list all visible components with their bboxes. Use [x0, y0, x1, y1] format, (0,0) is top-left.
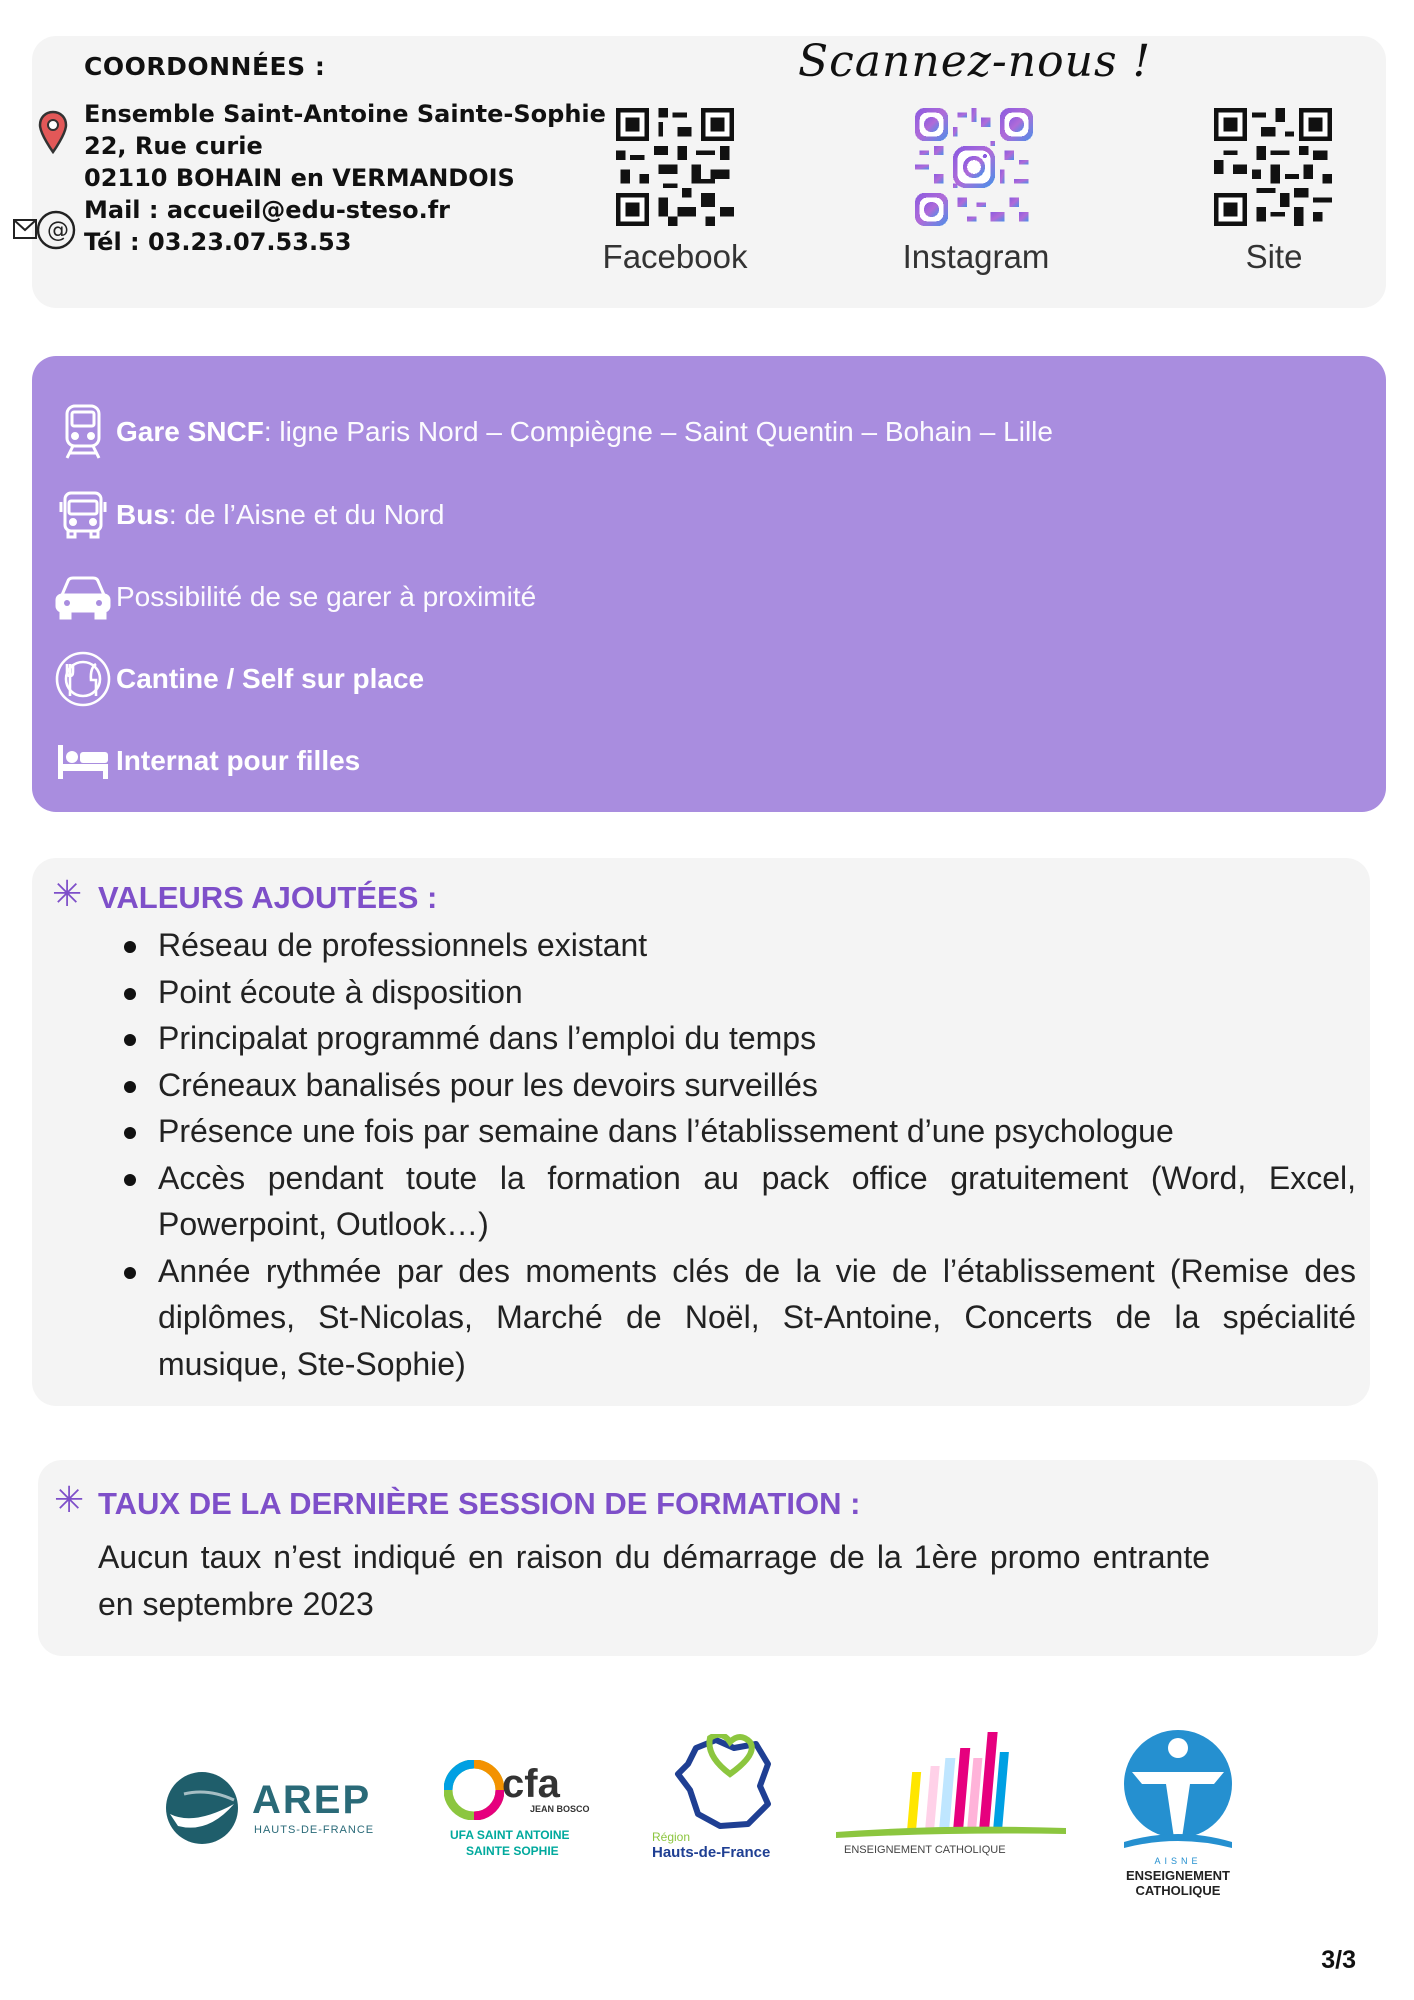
instagram-qr-code[interactable] — [915, 108, 1033, 226]
aisne-logo — [1110, 1728, 1246, 1904]
enseignement-catholique-logo — [836, 1728, 1066, 1868]
contact-address — [84, 98, 606, 258]
train-icon — [52, 401, 114, 463]
asterisk-icon: ✳ — [54, 1480, 85, 1521]
arep-sub: HAUTS-DE-FRANCE — [254, 1824, 375, 1836]
instagram-label[interactable]: Instagram — [902, 238, 1050, 275]
info-item-bus — [60, 484, 444, 546]
info-item-train-bold: Gare SNCF — [116, 416, 264, 447]
arep-logo — [164, 1770, 394, 1850]
values-list — [126, 922, 1356, 1387]
contact-street: 22, Rue curie — [84, 132, 263, 160]
info-item-train-text: : ligne Paris Nord – Compiègne – Saint Quentin – Bohain – Lille — [263, 416, 1053, 447]
cutlery-icon — [52, 648, 114, 710]
facebook-qr-code[interactable] — [616, 108, 734, 226]
svg-text:@: @ — [47, 218, 69, 243]
info-item-parking-text: Possibilité de se garer à proximité — [116, 581, 537, 612]
contact-school-name: Ensemble Saint-Antoine Sainte-Sophie — [84, 100, 606, 128]
location-pin-icon — [38, 110, 68, 154]
list-item: Point écoute à disposition — [126, 969, 1356, 1016]
list-item: Principalat programmé dans l’emploi du temps — [126, 1015, 1356, 1062]
list-item: Présence une fois par semaine dans l’établissement d’une psychologue — [126, 1108, 1356, 1155]
contact-phone[interactable]: Tél : 03.23.07.53.53 — [84, 228, 352, 256]
list-item: Accès pendant toute la formation au pack office gratuitement (Word, Excel, Powerpoint, Outlook…) — [126, 1155, 1356, 1248]
cfa-line1: UFA SAINT ANTOINE — [450, 1828, 570, 1842]
rate-text: Aucun taux n’est indiqué en raison du démarrage de la 1ère promo entrante en septembre 2023 — [98, 1539, 1210, 1622]
info-item-train — [60, 401, 1053, 463]
info-item-canteen-bold: Cantine / Self sur place — [116, 663, 425, 694]
aisne-line1: ENSEIGNEMENT — [1125, 1868, 1230, 1883]
info-item-canteen — [60, 648, 424, 710]
info-item-boarding — [60, 730, 360, 792]
page-number: 3/3 — [1321, 1946, 1356, 1974]
region-logo — [650, 1734, 790, 1864]
info-item-bus-bold: Bus — [116, 499, 169, 530]
aisne-top: AISNE — [1154, 1856, 1202, 1866]
email-at-icon — [12, 206, 78, 256]
scan-title: Scannez-nous ! — [798, 36, 1152, 87]
facebook-label[interactable]: Facebook — [602, 238, 748, 275]
cfa-name: cfa — [502, 1762, 560, 1806]
info-item-boarding-bold: Internat pour filles — [116, 745, 361, 776]
region-line1: Région — [652, 1830, 691, 1844]
aisne-line2: CATHOLIQUE — [1135, 1883, 1221, 1898]
ec-name: ENSEIGNEMENT CATHOLIQUE — [844, 1844, 1006, 1856]
contact-city: 02110 BOHAIN en VERMANDOIS — [84, 164, 515, 192]
cfa-logo — [444, 1760, 594, 1860]
values-title: VALEURS AJOUTÉES : — [98, 880, 438, 915]
cfa-sub: JEAN BOSCO — [530, 1804, 590, 1814]
bus-icon — [52, 484, 114, 546]
list-item: Créneaux banalisés pour les devoirs surveillés — [126, 1062, 1356, 1109]
info-item-parking — [60, 566, 536, 628]
list-item: Année rythmée par des moments clés de la vie de l’établissement (Remise des diplômes, St-Nicolas, Marché de Noël, St-Antoine, Concerts de la spécialité musique, Ste-Sophie) — [126, 1248, 1356, 1388]
info-item-bus-text: : de l’Aisne et du Nord — [168, 499, 445, 530]
car-icon — [52, 566, 114, 628]
asterisk-icon: ✳ — [52, 874, 83, 915]
list-item: Réseau de professionnels existant — [126, 922, 1356, 969]
cfa-line2: SAINTE SOPHIE — [466, 1844, 559, 1858]
bed-icon — [52, 730, 114, 792]
rate-title: TAUX DE LA DERNIÈRE SESSION DE FORMATION : — [98, 1486, 861, 1521]
region-line2: Hauts-de-France — [652, 1844, 771, 1861]
website-label[interactable]: Site — [1245, 238, 1303, 275]
contact-email[interactable]: Mail : accueil@edu-steso.fr — [84, 196, 451, 224]
arep-name: AREP — [252, 1778, 372, 1822]
website-qr-code[interactable] — [1214, 108, 1332, 226]
contact-heading: COORDONNÉES : — [84, 52, 326, 81]
